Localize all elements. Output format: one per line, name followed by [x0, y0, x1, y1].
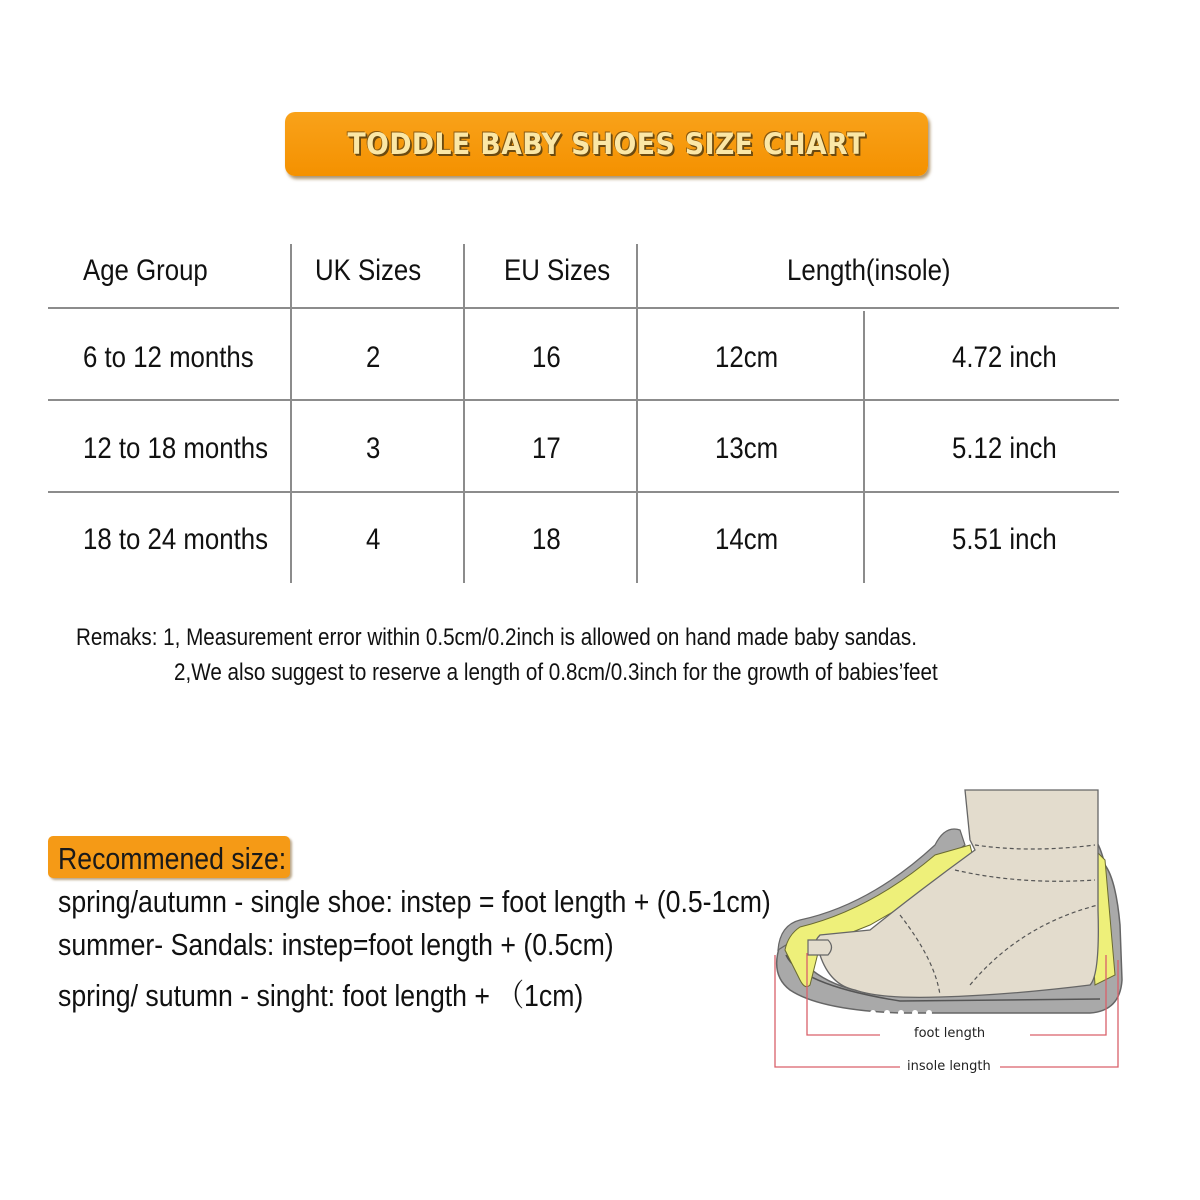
- cell-age: 12 to 18 months: [83, 432, 269, 465]
- recommendation-line: summer- Sandals: instep=foot length + (0.5cm): [58, 927, 614, 962]
- table-divider: [863, 311, 865, 583]
- table-divider: [48, 491, 1119, 493]
- cell-inch: 5.51 inch: [952, 523, 1057, 556]
- cell-uk: 3: [366, 432, 381, 465]
- table-divider: [48, 399, 1119, 401]
- cell-uk: 4: [366, 523, 381, 556]
- insole-length-label: insole length: [903, 1059, 995, 1074]
- table-divider: [290, 244, 292, 583]
- recommended-size-label: Recommened size:: [58, 841, 287, 876]
- table-divider: [48, 307, 1119, 309]
- cell-eu: 16: [532, 341, 561, 374]
- recommendation-line: spring/autumn - single shoe: instep = foot length + (0.5-1cm): [58, 884, 771, 919]
- cell-inch: 4.72 inch: [952, 341, 1057, 374]
- foot-shoe-diagram: [760, 785, 1140, 1085]
- table-divider: [463, 244, 465, 583]
- remark-line-1: Remaks: 1, Measurement error within 0.5cm/0.2inch is allowed on hand made baby sandas.: [76, 624, 917, 651]
- header-age-group: Age Group: [83, 254, 208, 287]
- cell-inch: 5.12 inch: [952, 432, 1057, 465]
- cell-age: 6 to 12 months: [83, 341, 254, 374]
- cell-cm: 14cm: [715, 523, 779, 556]
- header-uk-sizes: UK Sizes: [315, 254, 422, 287]
- recommended-size-badge: [48, 836, 290, 878]
- cell-eu: 17: [532, 432, 561, 465]
- recommendation-line: spring/ sutumn - singht: foot length + （1cm): [58, 978, 584, 1013]
- cell-cm: 12cm: [715, 341, 779, 374]
- header-eu-sizes: EU Sizes: [504, 254, 611, 287]
- table-divider: [636, 244, 638, 583]
- remark-line-2: 2,We also suggest to reserve a length of 0.8cm/0.3inch for the growth of babies’feet: [174, 659, 938, 686]
- cell-age: 18 to 24 months: [83, 523, 269, 556]
- cell-uk: 2: [366, 341, 381, 374]
- title-banner: [285, 112, 928, 176]
- cell-cm: 13cm: [715, 432, 779, 465]
- page-title: TODDLE BABY SHOES SIZE CHART: [347, 127, 866, 161]
- cell-eu: 18: [532, 523, 561, 556]
- foot-length-label: foot length: [910, 1026, 989, 1041]
- header-length-insole: Length(insole): [787, 254, 951, 287]
